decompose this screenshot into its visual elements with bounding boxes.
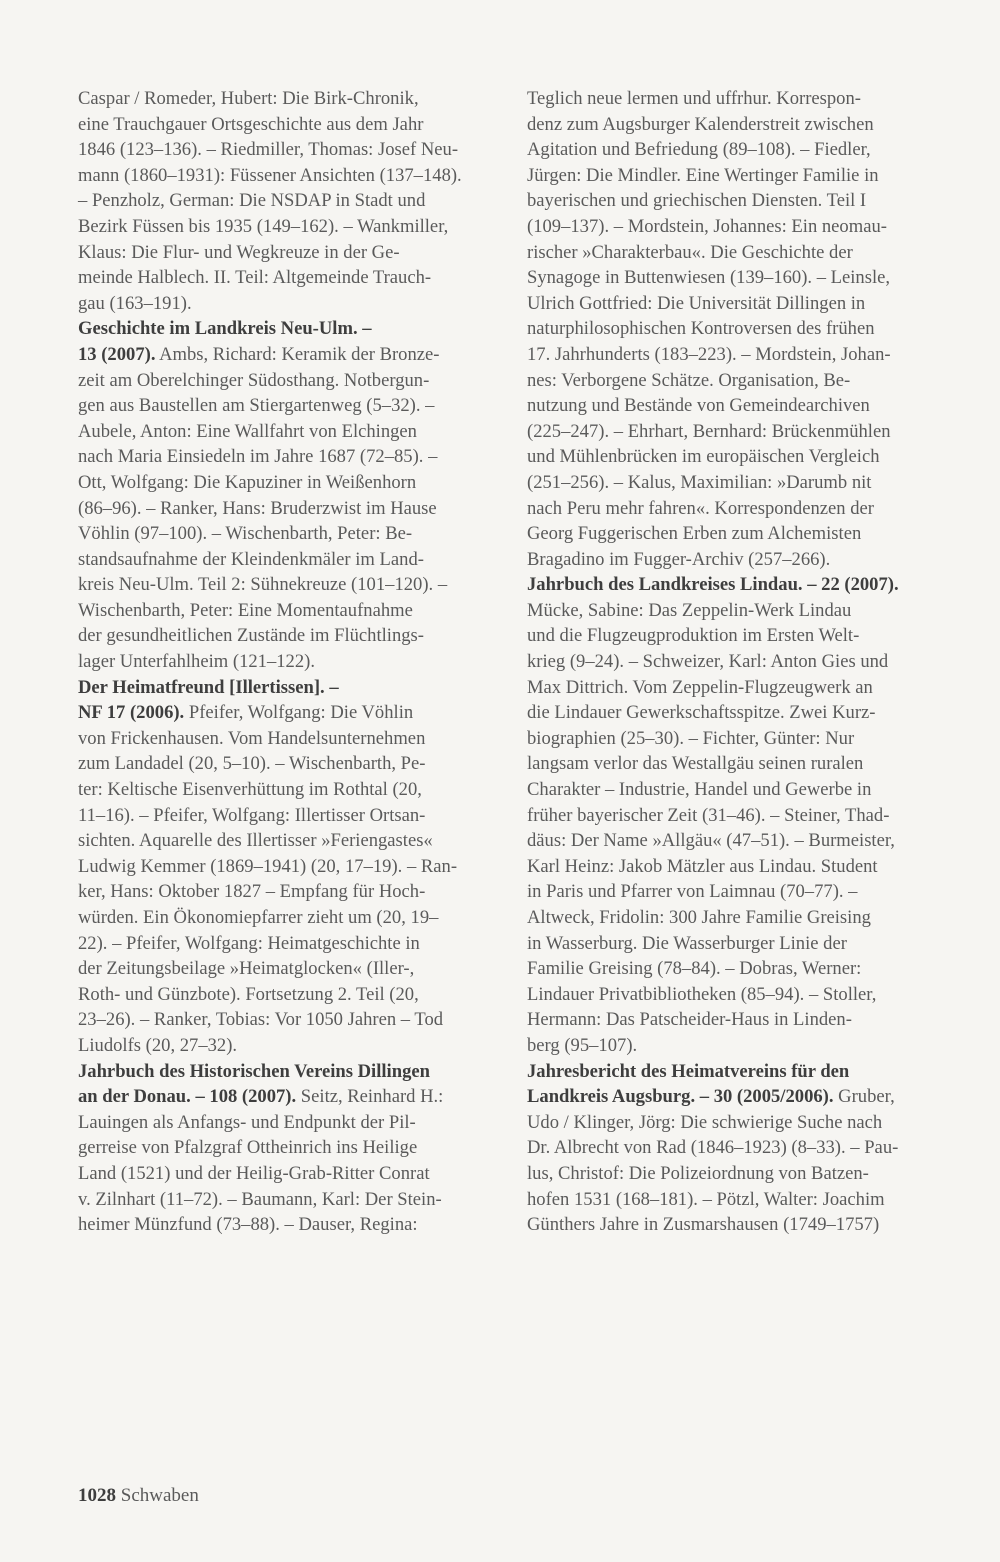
text-segment: in Wasserburg. Die Wasserburger Linie der xyxy=(527,932,847,954)
text-line xyxy=(527,751,939,777)
text-segment: denz zum Augsburger Kalenderstreit zwischen xyxy=(527,113,874,135)
text-segment: Bragadino im Fugger-Archiv (257–266). xyxy=(527,548,831,570)
text-segment: Land (1521) und der Heilig-Grab-Ritter Conrat xyxy=(78,1162,430,1184)
text-segment: Georg Fuggerischen Erben zum Alchemisten xyxy=(527,523,862,545)
text-segment: rischer »Charakterbau«. Die Geschichte der xyxy=(527,241,853,263)
text-line xyxy=(527,240,939,266)
text-line xyxy=(527,803,939,829)
text-line xyxy=(78,803,490,829)
text-line xyxy=(527,214,939,240)
text-line xyxy=(78,572,490,598)
text-line xyxy=(78,547,490,573)
text-segment: Lindauer Privatbibliotheken (85–94). – Stoller, xyxy=(527,983,877,1005)
periodical-heading: NF 17 (2006). xyxy=(78,702,185,724)
text-segment: 23–26). – Ranker, Tobias: Vor 1050 Jahren – Tod xyxy=(78,1009,444,1031)
text-segment: Roth- und Günzbote). Fortsetzung 2. Teil (20, xyxy=(78,983,419,1005)
periodical-heading: Landkreis Augsburg. – 30 (2005/2006). xyxy=(527,1086,834,1108)
text-line xyxy=(527,1059,939,1085)
page-number: 1028 xyxy=(78,1485,116,1506)
text-line xyxy=(527,1135,939,1161)
text-segment: der gesundheitlichen Zustände im Flüchtlings- xyxy=(78,625,424,647)
text-segment: Klaus: Die Flur- und Wegkreuze in der Ge- xyxy=(78,241,400,263)
text-line xyxy=(78,982,490,1008)
text-segment: biographien (25–30). – Fichter, Günter: Nur xyxy=(527,727,855,749)
text-segment: Altweck, Fridolin: 300 Jahre Familie Greising xyxy=(527,907,871,928)
text-line xyxy=(78,265,490,291)
periodical-heading: Jahresbericht des Heimatvereins für den xyxy=(527,1060,850,1082)
text-segment: Vöhlin (97–100). – Wischenbarth, Peter: Be- xyxy=(78,523,413,545)
text-segment: däus: Der Name »Allgäu« (47–51). – Burmeister, xyxy=(527,830,895,852)
text-segment: Teglich neue lermen und uffrhur. Korrespon- xyxy=(527,88,861,109)
periodical-heading: Der Heimatfreund [Illertissen]. – xyxy=(78,676,339,698)
text-segment: lus, Christof: Die Polizeiordnung von Batzen- xyxy=(527,1162,869,1184)
text-line xyxy=(78,316,490,342)
periodical-heading: 13 (2007). xyxy=(78,343,156,365)
text-line xyxy=(78,419,490,445)
text-segment: Pfeifer, Wolfgang: Die Vöhlin xyxy=(184,702,414,724)
periodical-heading: Jahrbuch des Historischen Vereins Dillingen xyxy=(78,1060,430,1082)
text-segment: Hermann: Das Patscheider-Haus in Linden- xyxy=(527,1009,852,1031)
text-line xyxy=(527,316,939,342)
text-line xyxy=(78,905,490,931)
text-line xyxy=(78,521,490,547)
text-segment: zeit am Oberelchinger Südosthang. Notbergun- xyxy=(78,369,430,391)
text-segment: ker, Hans: Oktober 1827 – Empfang für Hoch- xyxy=(78,881,426,903)
text-segment: Ott, Wolfgang: Die Kapuziner in Weißenhorn xyxy=(78,471,417,493)
text-line xyxy=(527,470,939,496)
text-line xyxy=(78,1161,490,1187)
text-segment: nes: Verborgene Schätze. Organisation, Be- xyxy=(527,369,851,391)
text-line xyxy=(78,751,490,777)
text-line xyxy=(78,931,490,957)
text-line xyxy=(78,726,490,752)
text-segment: sichten. Aquarelle des Illertisser »Feriengastes« xyxy=(78,830,433,852)
text-segment: berg (95–107). xyxy=(527,1034,638,1056)
text-line xyxy=(527,828,939,854)
text-segment: früher bayerischer Zeit (31–46). – Steiner, Thad- xyxy=(527,804,890,826)
text-line xyxy=(527,931,939,957)
text-line xyxy=(527,777,939,803)
periodical-heading: an der Donau. – 108 (2007). xyxy=(78,1086,297,1108)
text-segment: 1846 (123–136). – Riedmiller, Thomas: Josef Neu- xyxy=(78,139,459,161)
text-segment: eine Trauchgauer Ortsgeschichte aus dem Jahr xyxy=(78,113,424,135)
text-line xyxy=(527,112,939,138)
text-line xyxy=(78,1007,490,1033)
text-segment: Karl Heinz: Jakob Mätzler aus Lindau. Student xyxy=(527,855,878,877)
text-segment: Ambs, Richard: Keramik der Bronze- xyxy=(155,343,440,365)
text-line xyxy=(527,188,939,214)
text-segment: Ulrich Gottfried: Die Universität Dillingen in xyxy=(527,292,866,314)
text-line xyxy=(527,1084,939,1110)
text-line xyxy=(78,598,490,624)
text-line xyxy=(527,368,939,394)
text-line xyxy=(78,956,490,982)
text-line xyxy=(78,623,490,649)
text-line xyxy=(527,444,939,470)
text-segment: Bezirk Füssen bis 1935 (149–162). – Wankmiller, xyxy=(78,215,449,237)
text-line xyxy=(78,393,490,419)
text-segment: (251–256). – Kalus, Maximilian: »Darumb nit xyxy=(527,471,872,493)
text-line xyxy=(527,496,939,522)
text-line xyxy=(78,1059,490,1085)
text-segment: 11–16). – Pfeifer, Wolfgang: Illertisser Ortsan- xyxy=(78,804,426,826)
text-line xyxy=(78,1212,490,1238)
text-segment: in Paris und Pfarrer von Laimnau (70–77). – xyxy=(527,881,858,903)
text-line xyxy=(527,1110,939,1136)
text-segment: Agitation und Befriedung (89–108). – Fiedler, xyxy=(527,139,871,161)
text-line xyxy=(78,675,490,701)
text-segment: zum Landadel (20, 5–10). – Wischenbarth, Pe- xyxy=(78,753,426,775)
text-line xyxy=(78,368,490,394)
text-line xyxy=(527,675,939,701)
text-line xyxy=(527,956,939,982)
text-line xyxy=(527,1187,939,1213)
text-segment: der Zeitungsbeilage »Heimatglocken« (Iller-, xyxy=(78,958,415,980)
text-segment: Lauingen als Anfangs- und Endpunkt der Pil- xyxy=(78,1111,416,1133)
text-line xyxy=(527,1033,939,1059)
text-line xyxy=(527,982,939,1008)
periodical-heading: Jahrbuch des Landkreises Lindau. – 22 (2007). xyxy=(527,574,899,596)
text-line xyxy=(527,265,939,291)
text-segment: Udo / Klinger, Jörg: Die schwierige Suche nach xyxy=(527,1111,883,1133)
right-column xyxy=(527,86,939,1238)
text-line xyxy=(527,649,939,675)
text-segment: Gruber, xyxy=(833,1086,895,1108)
text-line xyxy=(78,1110,490,1136)
text-segment: und Mühlenbrücken im europäischen Vergleich xyxy=(527,446,880,468)
text-line xyxy=(78,700,490,726)
text-segment: 22). – Pfeifer, Wolfgang: Heimatgeschichte in xyxy=(78,932,420,954)
text-line xyxy=(527,419,939,445)
text-line xyxy=(78,291,490,317)
text-segment: Charakter – Industrie, Handel und Gewerbe in xyxy=(527,779,872,801)
text-line xyxy=(527,1161,939,1187)
text-line xyxy=(527,393,939,419)
text-line xyxy=(78,828,490,854)
text-segment: würden. Ein Ökonomiepfarrer zieht um (20, 19– xyxy=(78,907,439,928)
text-line xyxy=(78,137,490,163)
text-segment: Max Dittrich. Vom Zeppelin-Flugzeugwerk an xyxy=(527,676,873,698)
text-segment: Seitz, Reinhard H.: xyxy=(296,1086,444,1108)
text-segment: nutzung und Bestände von Gemeindearchiven xyxy=(527,395,870,417)
periodical-heading: Geschichte im Landkreis Neu-Ulm. – xyxy=(78,318,372,340)
text-segment: Mücke, Sabine: Das Zeppelin-Werk Lindau xyxy=(527,599,852,621)
text-segment: mann (1860–1931): Füssener Ansichten (137–148). xyxy=(78,164,462,186)
text-segment: standsaufnahme der Kleindenkmäler im Land- xyxy=(78,548,424,570)
text-segment: Caspar / Romeder, Hubert: Die Birk-Chronik, xyxy=(78,88,419,109)
text-line xyxy=(78,1187,490,1213)
text-line xyxy=(78,879,490,905)
text-segment: meinde Halblech. II. Teil: Altgemeinde Trauch- xyxy=(78,267,432,289)
text-segment: Ludwig Kemmer (1869–1941) (20, 17–19). – Ran- xyxy=(78,855,458,877)
text-line xyxy=(527,163,939,189)
text-segment: lager Unterfahlheim (121–122). xyxy=(78,651,315,673)
text-segment: Liudolfs (20, 27–32). xyxy=(78,1034,238,1056)
left-column xyxy=(78,86,490,1238)
text-segment: gau (163–191). xyxy=(78,292,192,314)
text-segment: 17. Jahrhunderts (183–223). – Mordstein, Johan- xyxy=(527,343,891,365)
text-segment: Dr. Albrecht von Rad (1846–1923) (8–33). – Pau- xyxy=(527,1137,899,1159)
text-line xyxy=(527,572,939,598)
text-segment: nach Peru mehr fahren«. Korrespondenzen der xyxy=(527,497,874,519)
page-footer xyxy=(78,1484,199,1508)
text-line xyxy=(78,163,490,189)
text-line xyxy=(527,879,939,905)
text-segment: gerreise von Pfalzgraf Ottheinrich ins Heilige xyxy=(78,1137,418,1159)
text-segment: Wischenbarth, Peter: Eine Momentaufnahme xyxy=(78,599,413,621)
text-segment: Aubele, Anton: Eine Wallfahrt von Elchingen xyxy=(78,420,417,442)
text-line xyxy=(78,112,490,138)
text-line xyxy=(78,777,490,803)
text-line xyxy=(527,291,939,317)
text-segment: (86–96). – Ranker, Hans: Bruderzwist im Hause xyxy=(78,497,437,519)
text-line xyxy=(78,1033,490,1059)
text-line xyxy=(78,1084,490,1110)
text-segment: Familie Greising (78–84). – Dobras, Werner: xyxy=(527,958,862,980)
text-line xyxy=(527,854,939,880)
text-segment: gen aus Baustellen am Stiergartenweg (5–32). – xyxy=(78,395,435,417)
text-segment: langsam verlor das Westallgäu seinen ruralen xyxy=(527,753,864,775)
text-line xyxy=(78,444,490,470)
text-line xyxy=(78,854,490,880)
text-line xyxy=(78,342,490,368)
text-line xyxy=(78,188,490,214)
text-segment: ter: Keltische Eisenverhüttung im Rothtal (20, xyxy=(78,779,422,801)
text-line xyxy=(78,470,490,496)
text-segment: – Penzholz, German: Die NSDAP in Stadt und xyxy=(78,190,426,212)
text-segment: v. Zilnhart (11–72). – Baumann, Karl: Der Stein- xyxy=(78,1188,442,1210)
text-segment: Jürgen: Die Mindler. Eine Wertinger Familie in xyxy=(527,164,879,186)
text-line xyxy=(527,623,939,649)
text-line xyxy=(78,86,490,112)
text-line xyxy=(527,726,939,752)
text-segment: kreis Neu-Ulm. Teil 2: Sühnekreuze (101–120). – xyxy=(78,574,448,596)
text-line xyxy=(527,547,939,573)
text-line xyxy=(527,86,939,112)
text-segment: (109–137). – Mordstein, Johannes: Ein neomau- xyxy=(527,215,887,237)
text-line xyxy=(527,137,939,163)
text-segment: heimer Münzfund (73–88). – Dauser, Regina: xyxy=(78,1214,418,1236)
text-line xyxy=(527,521,939,547)
text-segment: hofen 1531 (168–181). – Pötzl, Walter: Joachim xyxy=(527,1188,885,1210)
text-line xyxy=(78,214,490,240)
text-line xyxy=(527,700,939,726)
text-segment: (225–247). – Ehrhart, Bernhard: Brückenmühlen xyxy=(527,420,891,442)
text-segment: Günthers Jahre in Zusmarshausen (1749–1757) xyxy=(527,1214,880,1236)
text-line xyxy=(527,905,939,931)
text-line xyxy=(527,1007,939,1033)
text-segment: die Lindauer Gewerkschaftsspitze. Zwei Kurz- xyxy=(527,702,876,724)
text-line xyxy=(78,496,490,522)
text-segment: bayerischen und griechischen Diensten. Teil I xyxy=(527,190,867,212)
text-segment: krieg (9–24). – Schweizer, Karl: Anton Gies und xyxy=(527,651,889,673)
text-segment: Synagoge in Buttenwiesen (139–160). – Leinsle, xyxy=(527,267,891,289)
text-segment: von Frickenhausen. Vom Handelsunternehmen xyxy=(78,727,426,749)
text-line xyxy=(527,342,939,368)
text-line xyxy=(78,240,490,266)
running-head: Schwaben xyxy=(120,1485,199,1506)
text-segment: nach Maria Einsiedeln im Jahre 1687 (72–85). – xyxy=(78,446,438,468)
text-segment: naturphilosophischen Kontroversen des frühen xyxy=(527,318,875,340)
text-line xyxy=(78,649,490,675)
text-segment: und die Flugzeugproduktion im Ersten Welt- xyxy=(527,625,860,647)
text-line xyxy=(527,598,939,624)
text-line xyxy=(78,1135,490,1161)
text-line xyxy=(527,1212,939,1238)
